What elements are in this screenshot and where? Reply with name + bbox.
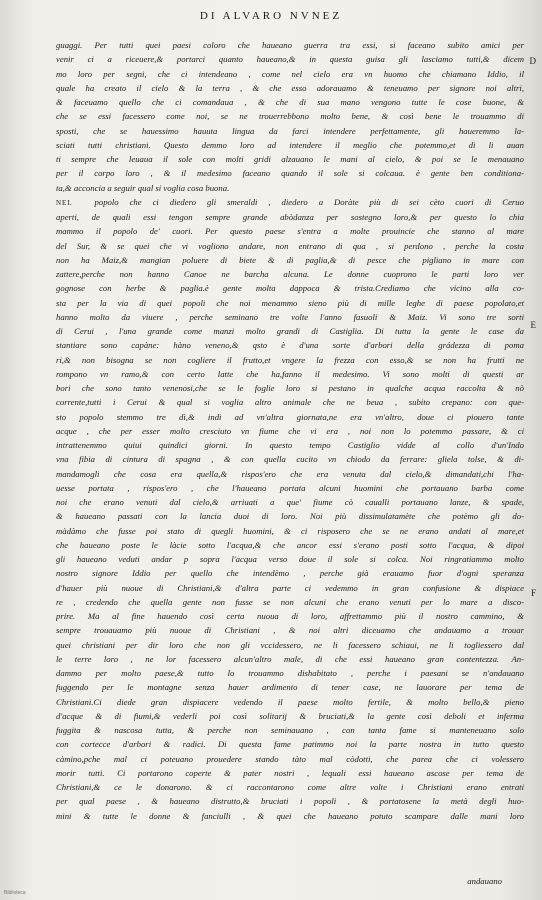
text-line: acque , che per esser molto cresciuto vn fiume che vi era , noi non lo potemmo passare, & ci [56, 425, 524, 436]
text-line: sta per la via di quei popoli che noi menammo sieno più di mille leghe di paese popolato,et [56, 297, 524, 308]
text-line: quei christiani per dir loro che non gli vccidessero, ne li facessero schiaui, ne li togliessero dal [56, 639, 524, 650]
text-line: fuggendo per le montagne senza hauer ardimento di tener case, ne lauorare per tema de [56, 682, 524, 693]
text-line: Christiani,& ce le donarono. & ci raccontarono come altre volte i Christiani erano entrati [56, 782, 524, 792]
text-line: che haueano poste le làcie sotto l'acqua,& che ancor essi s'erano posti sotto l'acqua, & dipoi [56, 539, 524, 550]
text-line: & haueano passati con la lancia duoi di loro. Noi più dissimulatamète che potèmo gli do- [56, 511, 524, 522]
paragraph-1 [56, 38, 524, 195]
catchword: andauano [467, 876, 502, 886]
text-line: rompono vn ramo,& con certo latte che ha,fanno il medesimo. Vi sono molti di questi ar [56, 368, 524, 379]
corner-note: Biblioteca [4, 890, 26, 896]
text-line: le terre loro , ne lor facessero alcun'altro male, di che essi haueano gran contentezza. An- [56, 653, 524, 664]
text-line: d'hauer più nuoue di Christiani,& d'altra parte ci vedemmo in gran confusione & dispiace [56, 582, 524, 593]
text-line: càmino,pche mal ci poteuano prouedere stando tàto mal còdotti, che parea che ci volessero [56, 753, 524, 764]
text-line: stantiare sono capàne: hàno veneno,& qsto è d'una sorte d'arbori della grádezza di poma [56, 340, 524, 351]
text-line: mo loro per segni, che ci intendeano , come nel cielo era vn huomo che chiamano Iddio, il [56, 68, 524, 79]
text-line: uesse portata , rispos'ero , che l'haueano portata alcuni huomini che portauano barba come [56, 482, 524, 493]
text-line: gli haueano veduti andar p sopra l'acqua verso doue il sole si colca. Noi ringratiammo molto [56, 554, 524, 564]
running-head: DI ALVARO NVNEZ [199, 10, 343, 22]
text-line: di Cerui , l'una grande come manzi molto grandi di Castiglia. Di tutta la gente le case da [56, 326, 524, 336]
text-line: che se essi facessero come noi, se ne trouerrebbono molto bene, & così bene le trouammo di [56, 111, 524, 122]
text-line: dammo per molto paese,& tutto lo trouammo dishabitato , perche i paesani se n'andauano [56, 668, 524, 678]
text-line: per il corpo loro , & il medesimo faceano quando il sole si colcaua. è gente ben conditiona- [56, 168, 524, 179]
text-line: mandamogli che cosa era quella,& rispos'ero che era venuta dal cielo,& dimandati,chi l'ha- [56, 468, 524, 479]
text-line: re , credendo che quella gente non fusse se non alcuni che erano venuti per lo mare a disco- [56, 596, 524, 607]
paragraph-2 [56, 195, 524, 823]
text-line: sempre trouauamo più nuoue di Christiani , & noi altri diceuamo che andauamo a trouar [56, 625, 524, 636]
text-line: noi che erano venuti dal cielo,& arriuati a que' fiume cò caualli portauano lanze, & spade, [56, 497, 524, 507]
text-line: fuggita & nascosa tutta, & perche non seminauano , con tanta fame si manteneuano solo [56, 725, 524, 735]
text-line-lead [56, 195, 524, 210]
text-line: vna fibia di cintura di spagna , & con quella cucito vn chiodo da ferrare: gliela tolse, & di- [56, 454, 524, 465]
text-line: quale ha creato il cielo & la terra , & che esso adorauamo & teneuamo per signore noi altri, [56, 82, 524, 93]
text-line: non ha Maiz,& mangian poluere di biete & di paglia,& di pesce che pigliano in mare con [56, 254, 524, 265]
text-line: & faceuamo quello che ci comandaua , & che di sua mano vengono tutte le cose buone, & [56, 97, 524, 107]
text-line: venir ci a riceuere,& portarci quanto haueano,& in questa guisa gli lasciamo tutti,& dicem [56, 54, 524, 65]
text-line: ti sempre che leuaua il sole con molti gridi alzauano le mani al cielo, & poi se le menauano [56, 154, 524, 164]
text-line: aperti, de quali essi tengon sempre grande abòdanza per sostegno loro,& per questo lo chia [56, 212, 524, 222]
text-line: prire. Ma al fine hauendo così certa nuoua di loro, affrettammo più il nostro cammino, & [56, 611, 524, 621]
paragraph-lead-word: NEL [56, 198, 73, 207]
text-line: guaggi. Per tutti quei paesi coloro che haueano guerra tra essi, si faceano subito amici per [56, 40, 524, 50]
text-line: corrente,tutti i Cerui & qual si voglia altro animale che ne beua , subito crepano: con que- [56, 397, 524, 408]
text-line: ta,& acconcia a seguir qual si voglia cosa buona. [56, 182, 230, 193]
text-line: sto popolo stemmo tre dì,& indi ad vn'altra giornata,ne era vn'altro, doue ci piouero tante [56, 411, 524, 422]
margin-mark-e: E [530, 320, 536, 330]
text-line: nostro signore Iddio per quello che intendèmo , perche già erauamo fuor d'ogni speranza [56, 568, 524, 579]
text-line: bori che sono tanto venenosi,che se le foglie loro si pestano in qualche acqua raccolta & nò [56, 383, 524, 393]
text-line: gognose con herbe & paglia.è gente molta dappoca & trista.Crediamo che vicino alla co- [56, 283, 524, 294]
margin-mark-f: F [530, 588, 536, 598]
text-line: mini & tutte le donne & fanciulli , & quei che haueano potuto scampare dalle mani loro [56, 810, 524, 821]
text-line: zattere,perche non hanno Canoe ne barcha alcuna. Le donne cuoprono le parti loro ver [56, 269, 524, 279]
text-line: sciati tutti christiani. Questo demmo loro ad intendere il meglio che potemmo,et di li auan [56, 139, 524, 150]
text-line: ri,& non bisogna se non cogliere il frutto,et vngere la frezza con esso,& se non ha frutti ne [56, 354, 524, 365]
text-line: con cortecce d'arbori & radici. Di questa fame patimmo noi la parte nostra in tutto questo [56, 739, 524, 750]
text-line: morir tutti. Ci portarono coperte & pater nostri , lequali essi haueano ascose per tema de [56, 767, 524, 778]
text-line: del Sur, & se quei che vi vogliono andare, non entrano di qua , si perdono , perche la costa [56, 240, 524, 251]
text-line: mammo il popolo de' cuori. Per questo paese s'entra a molte prouincie che stanno al mare [56, 226, 524, 237]
text-line: màdàmo che fusse poi stato di quegli huomini, & ci risposero che se ne erano andati al mare,et [56, 525, 524, 536]
margin-mark-d: D [529, 56, 536, 66]
text-line-rest: popolo che ci diedero gli smeraldi , diedero a Doràte più di sei cèto cuori di Ceruo [94, 196, 524, 207]
text-line: sposti, che se hauessimo hauuta lingua da farci intendere perfettamente, gli haueremmo la- [56, 125, 524, 136]
body-text [56, 38, 524, 823]
text-line: intrattenemmo quiui quindici giorni. In questo tempo Castiglio vidde al collo d'un'Indo [56, 440, 524, 450]
text-line: Christiani.Ci diede gran dispiacere vedendo il paese molto fertile, & molto bello,& pieno [56, 696, 524, 707]
text-line: d'acque & di fiumi,& vederli poi così solitarij & bruciati,& la gente così deboli et inferma [56, 710, 524, 721]
text-line: per qual paese , & haueano distrutto,& bruciati i popoli , & portatosene la metà degli huo- [56, 796, 524, 807]
text-line: hanno molto da viuere , perche seminano tre volte l'anno fasuoli & Maiz. Vi sono tre sorti [56, 311, 524, 322]
